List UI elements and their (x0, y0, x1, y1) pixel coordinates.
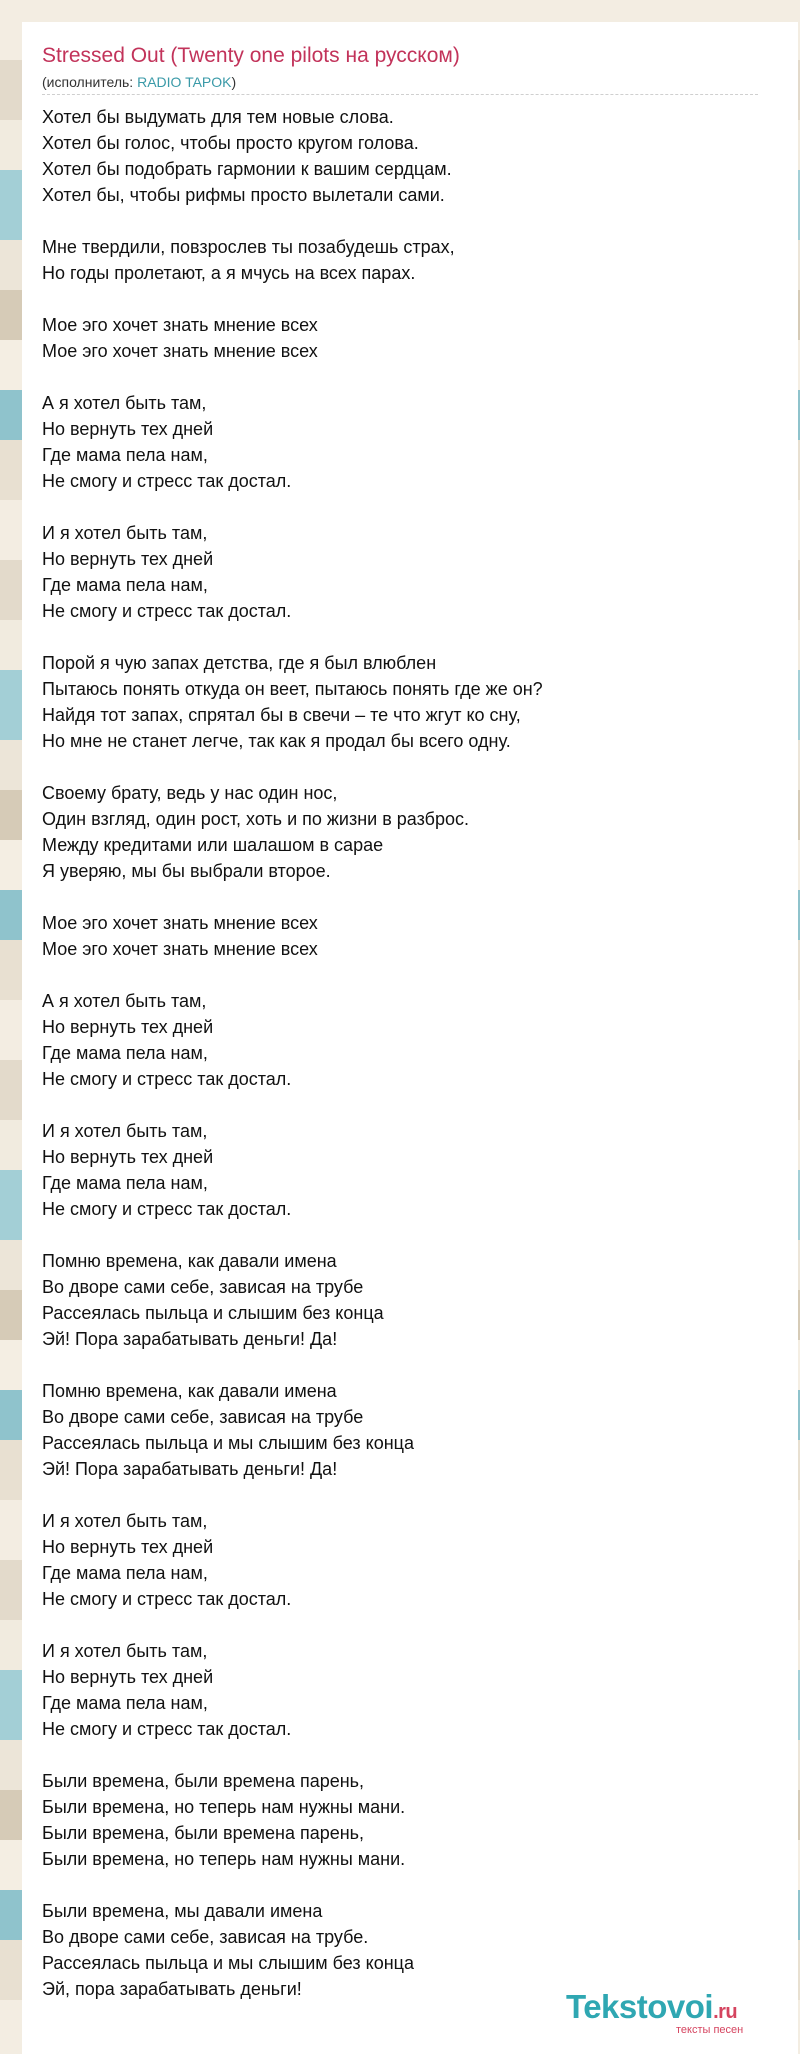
lyrics-stanza (42, 104, 758, 208)
song-title: Stressed Out (Twenty one pilots на русском) (42, 44, 460, 67)
lyric-line: Хотел бы голос, чтобы просто кругом голова. (42, 133, 419, 153)
lyric-line: Но вернуть тех дней (42, 1537, 214, 1557)
lyric-line: Где мама пела нам, (42, 575, 208, 595)
lyrics-stanza (42, 390, 758, 494)
lyric-line: Где мама пела нам, (42, 1173, 208, 1193)
lyrics-stanza (42, 780, 758, 884)
lyric-line: Своему брату, ведь у нас один нос, (42, 783, 338, 803)
lyric-line: Мне твердили, повзрослев ты позабудешь страх, (42, 237, 455, 257)
header-divider (42, 94, 758, 95)
lyrics-stanza (42, 520, 758, 624)
lyric-line: И я хотел быть там, (42, 1121, 208, 1141)
lyric-line: Рассеялась пыльца и мы слышим без конца (42, 1953, 414, 1973)
lyric-line: Не смогу и стресс так достал. (42, 601, 292, 621)
logo-name: Tekstovoi (566, 1988, 714, 2025)
lyric-line: Рассеялась пыльца и мы слышим без конца (42, 1433, 414, 1453)
lyric-line: Во дворе сами себе, зависая на трубе (42, 1407, 364, 1427)
lyric-line: Были времена, мы давали имена (42, 1901, 323, 1921)
lyrics-page (22, 22, 798, 2054)
lyric-line: Эй! Пора зарабатывать деньги! Да! (42, 1329, 338, 1349)
site-logo[interactable] (566, 1988, 776, 2036)
lyric-line: Эй! Пора зарабатывать деньги! Да! (42, 1459, 338, 1479)
artist-meta (42, 74, 236, 90)
lyric-line: Во дворе сами себе, зависая на трубе. (42, 1927, 369, 1947)
artist-suffix: ) (231, 74, 237, 90)
lyric-line: Хотел бы подобрать гармонии к вашим сердцам. (42, 159, 452, 179)
lyric-line: Где мама пела нам, (42, 1563, 208, 1583)
lyrics-stanza (42, 1638, 758, 1742)
lyric-line: Один взгляд, один рост, хоть и по жизни в разброс. (42, 809, 469, 829)
logo-wordmark (566, 1988, 737, 2026)
artist-link[interactable]: RADIO TAPOK (137, 74, 232, 90)
lyrics-stanza (42, 988, 758, 1092)
lyric-line: Где мама пела нам, (42, 1043, 208, 1063)
lyrics-stanza (42, 910, 758, 962)
lyric-line: Найдя тот запах, спрятал бы в свечи – те что жгут ко сну, (42, 705, 521, 725)
lyrics-stanza (42, 1768, 758, 1872)
lyric-line: И я хотел быть там, (42, 1511, 208, 1531)
lyric-line: Были времена, были времена парень, (42, 1823, 365, 1843)
lyric-line: Не смогу и стресс так достал. (42, 1589, 292, 1609)
lyric-line: Помню времена, как давали имена (42, 1251, 337, 1271)
lyric-line: Во дворе сами себе, зависая на трубе (42, 1277, 364, 1297)
lyric-line: Я уверяю, мы бы выбрали второе. (42, 861, 331, 881)
lyrics-stanza (42, 312, 758, 364)
lyric-line: Где мама пела нам, (42, 1693, 208, 1713)
lyric-line: Не смогу и стресс так достал. (42, 471, 292, 491)
lyric-line: Были времена, но теперь нам нужны мани. (42, 1797, 406, 1817)
lyrics-stanza (42, 1378, 758, 1482)
logo-tld: .ru (713, 2001, 738, 2023)
lyric-line: Но вернуть тех дней (42, 419, 214, 439)
lyric-line: Мое эго хочет знать мнение всех (42, 315, 318, 335)
lyrics-stanza (42, 1118, 758, 1222)
lyric-line: И я хотел быть там, (42, 523, 208, 543)
lyric-line: Но годы пролетают, а я мчусь на всех парах. (42, 263, 416, 283)
lyric-line: Хотел бы, чтобы рифмы просто вылетали сами. (42, 185, 445, 205)
lyric-line: И я хотел быть там, (42, 1641, 208, 1661)
lyric-line: Не смогу и стресс так достал. (42, 1069, 292, 1089)
lyric-line: Были времена, были времена парень, (42, 1771, 365, 1791)
lyric-line: Но мне не станет легче, так как я продал бы всего одну. (42, 731, 511, 751)
lyric-line: Но вернуть тех дней (42, 1017, 214, 1037)
lyrics-stanza (42, 1898, 758, 2002)
lyric-line: Рассеялась пыльца и слышим без конца (42, 1303, 384, 1323)
lyric-line: Но вернуть тех дней (42, 1667, 214, 1687)
lyric-line: Мое эго хочет знать мнение всех (42, 939, 318, 959)
lyric-line: Помню времена, как давали имена (42, 1381, 337, 1401)
lyric-line: А я хотел быть там, (42, 991, 207, 1011)
lyric-line: Между кредитами или шалашом в сарае (42, 835, 384, 855)
lyric-line: Но вернуть тех дней (42, 549, 214, 569)
lyric-line: Где мама пела нам, (42, 445, 208, 465)
lyric-line: Порой я чую запах детства, где я был влюблен (42, 653, 437, 673)
lyrics-stanza (42, 1508, 758, 1612)
lyrics-stanza (42, 1248, 758, 1352)
logo-tagline: тексты песен (676, 2024, 744, 2036)
lyric-line: Мое эго хочет знать мнение всех (42, 913, 318, 933)
lyric-line: Но вернуть тех дней (42, 1147, 214, 1167)
lyric-line: Мое эго хочет знать мнение всех (42, 341, 318, 361)
lyric-line: Не смогу и стресс так достал. (42, 1199, 292, 1219)
lyric-line: Пытаюсь понять откуда он веет, пытаюсь понять где же он? (42, 679, 543, 699)
lyric-line: Не смогу и стресс так достал. (42, 1719, 292, 1739)
lyrics-stanza (42, 234, 758, 286)
lyrics-body (42, 104, 758, 2028)
lyric-line: Эй, пора зарабатывать деньги! (42, 1979, 302, 1999)
lyrics-stanza (42, 650, 758, 754)
lyric-line: А я хотел быть там, (42, 393, 207, 413)
lyric-line: Хотел бы выдумать для тем новые слова. (42, 107, 394, 127)
lyric-line: Были времена, но теперь нам нужны мани. (42, 1849, 406, 1869)
artist-prefix: (исполнитель: (42, 74, 138, 90)
